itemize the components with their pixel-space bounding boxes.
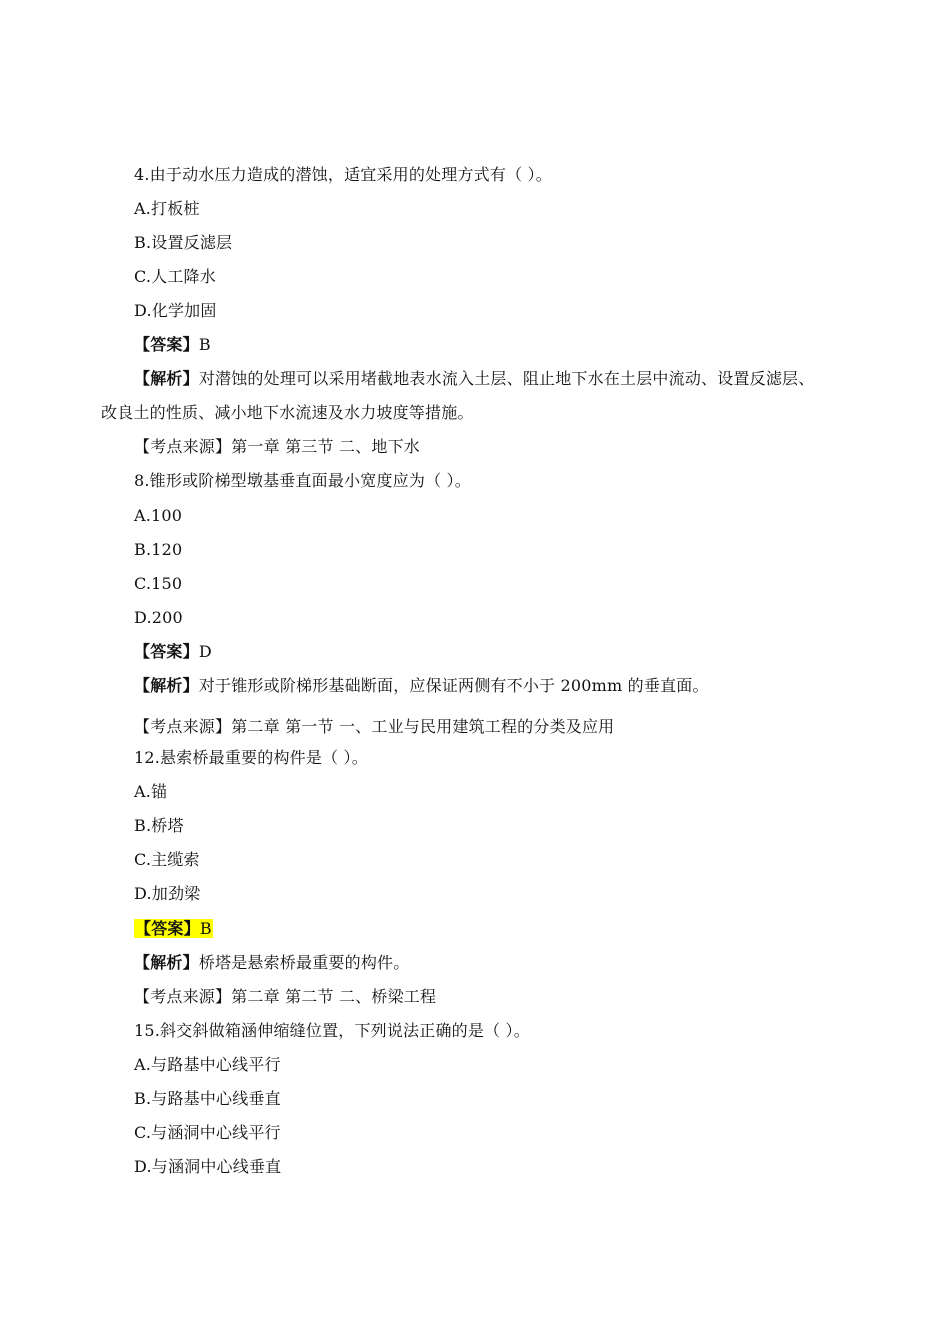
analysis-text: 对潜蚀的处理可以采用堵截地表水流入土层、阻止地下水在土层中流动、设置反滤层、 — [198, 369, 815, 388]
answer-value: B — [198, 335, 211, 354]
option-d: D.与涵洞中心线垂直 — [134, 1157, 282, 1176]
option-a: A.与路基中心线平行 — [134, 1055, 281, 1074]
option-c: C.人工降水 — [134, 267, 216, 286]
analysis-line — [134, 952, 409, 974]
answer-line — [134, 918, 213, 940]
option-b: B.设置反滤层 — [134, 233, 233, 252]
answer-tag: 【答案】 — [134, 335, 199, 354]
source-text: 第二章 第二节 二、桥梁工程 — [231, 987, 437, 1006]
source-line — [134, 986, 436, 1008]
option-b: B.120 — [134, 540, 183, 559]
analysis-tag: 【解析】 — [134, 369, 199, 388]
analysis-text: 对于锥形或阶梯形基础断面，应保证两侧有不小于 200mm 的垂直面。 — [198, 676, 709, 695]
option-a: A.100 — [134, 506, 183, 525]
option-d: D.200 — [134, 608, 183, 627]
question-stem: 8.锥形或阶梯型墩基垂直面最小宽度应为（ ）。 — [134, 471, 471, 490]
option-b: B.与路基中心线垂直 — [134, 1089, 281, 1108]
source-line — [134, 436, 420, 458]
answer-line — [134, 334, 211, 356]
option-a: A.锚 — [134, 782, 168, 801]
source-text: 第二章 第一节 一、工业与民用建筑工程的分类及应用 — [231, 717, 615, 736]
option-c: C.主缆索 — [134, 850, 200, 869]
answer-value: D — [198, 642, 212, 661]
source-line — [134, 716, 614, 738]
analysis-text: 桥塔是悬索桥最重要的构件。 — [198, 953, 410, 972]
answer-tag: 【答案】 — [135, 919, 200, 938]
answer-line — [134, 641, 212, 663]
source-text: 第一章 第三节 二、地下水 — [231, 437, 420, 456]
question-stem: 12.悬索桥最重要的构件是（ ）。 — [134, 748, 368, 767]
option-b: B.桥塔 — [134, 816, 184, 835]
option-c: C.与涵洞中心线平行 — [134, 1123, 281, 1142]
question-stem: 15.斜交斜做箱涵伸缩缝位置，下列说法正确的是（ ）。 — [134, 1021, 530, 1040]
source-tag: 【考点来源】 — [134, 987, 232, 1006]
question-stem: 4.由于动水压力造成的潜蚀，适宜采用的处理方式有（ ）。 — [134, 165, 552, 184]
analysis-tag: 【解析】 — [134, 953, 199, 972]
answer-tag: 【答案】 — [134, 642, 199, 661]
analysis-tag: 【解析】 — [134, 676, 199, 695]
option-d: D.化学加固 — [134, 301, 217, 320]
source-tag: 【考点来源】 — [134, 437, 232, 456]
option-c: C.150 — [134, 574, 183, 593]
analysis-line — [134, 368, 814, 390]
analysis-line — [134, 675, 709, 697]
analysis-continuation: 改良土的性质、减小地下水流速及水力坡度等措施。 — [101, 403, 474, 422]
option-a: A.打板桩 — [134, 199, 200, 218]
answer-value: B — [199, 919, 212, 938]
option-d: D.加劲梁 — [134, 884, 201, 903]
answer-highlight — [134, 919, 213, 938]
source-tag: 【考点来源】 — [134, 717, 232, 736]
